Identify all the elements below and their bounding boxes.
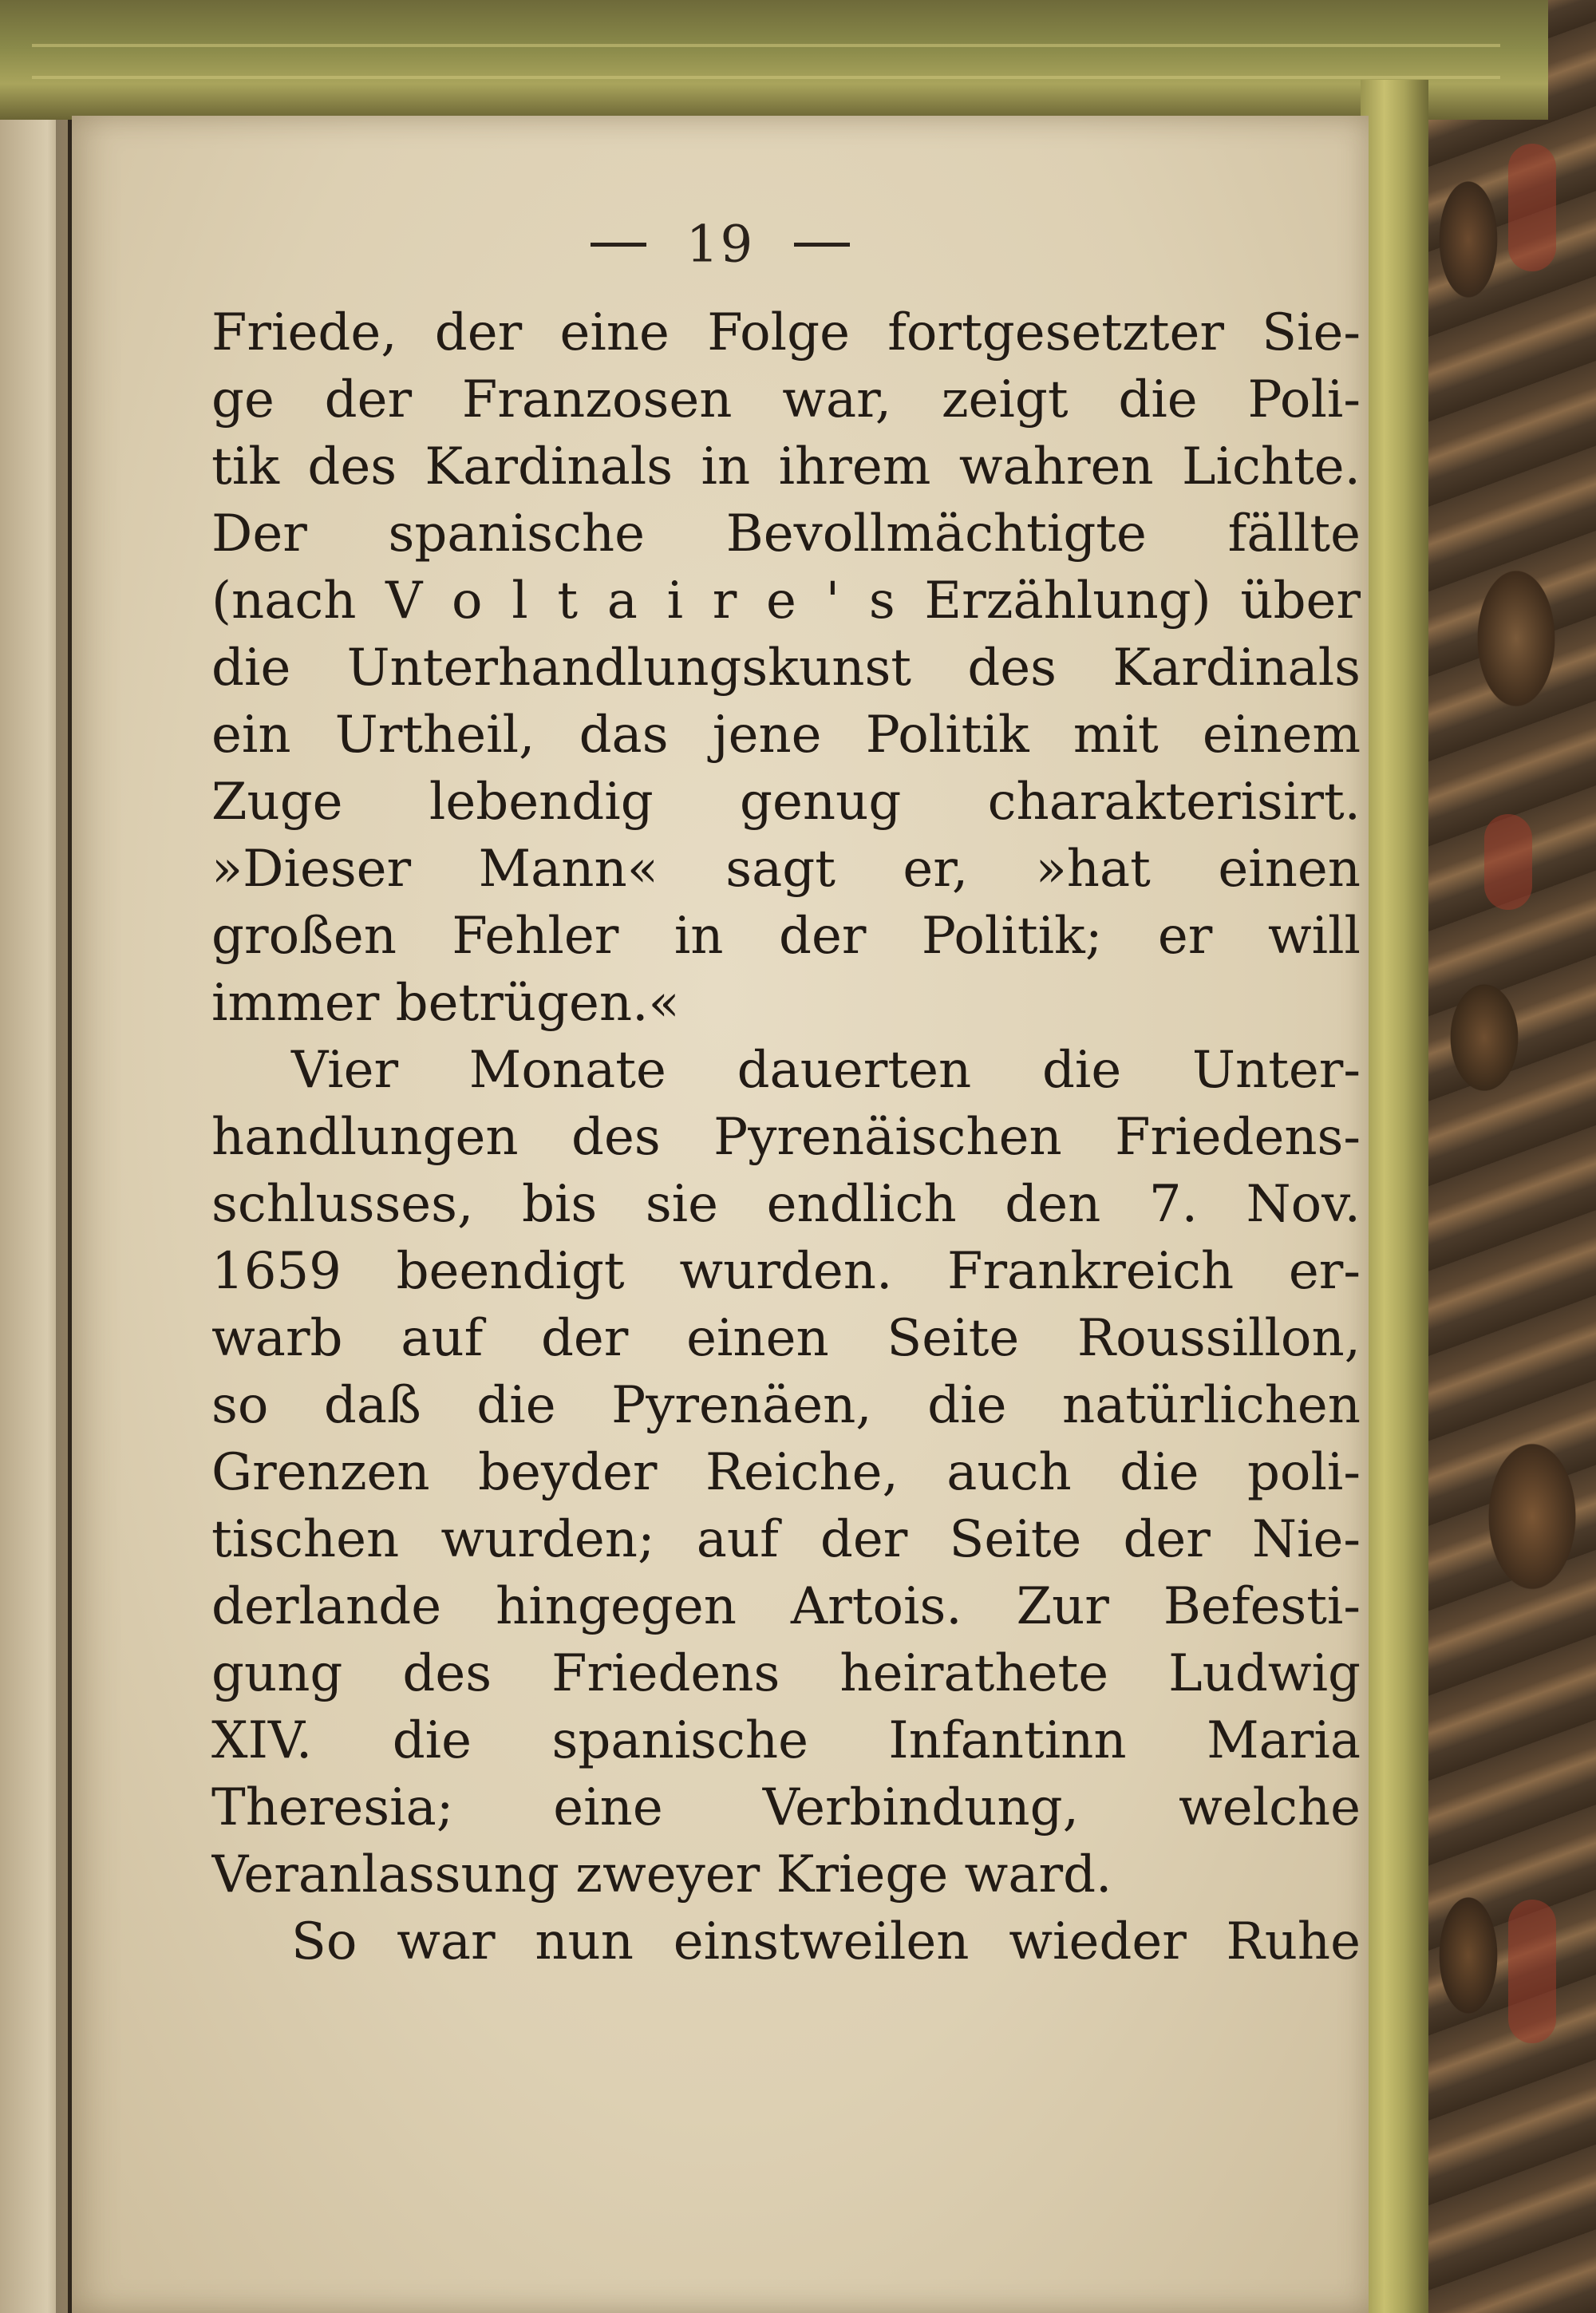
text-line: großen Fehler in der Politik; er will [211,907,1361,966]
text-line: Friede, der eine Folge fortgesetzter Sie- [211,303,1361,362]
text-line: XIV. die spanische Infantinn Maria [211,1711,1361,1770]
page-number [72,212,1369,275]
folio-dash-left [591,243,646,247]
text-line: warb auf der einen Seite Roussillon, [211,1309,1361,1368]
text-line: »Dieser Mann« sagt er, »hat einen [211,840,1361,899]
text-line: ge der Franzosen war, zeigt die Poli- [211,370,1361,429]
text-line: Vier Monate dauerten die Unter- [291,1041,1361,1100]
text-line: so daß die Pyrenäen, die natürlichen [211,1376,1361,1435]
text-line: tischen wurden; auf der Seite der Nie- [211,1510,1361,1569]
text-line: handlungen des Pyrenäischen Friedens- [211,1108,1361,1167]
book-top-edge [0,0,1548,120]
text-line: die Unterhandlungskunst des Kardinals [211,639,1361,698]
text-line: Veranlassung zweyer Kriege ward. [211,1845,1112,1904]
gilded-page-edge [1361,80,1428,2313]
marbled-cover [1420,0,1596,2313]
folio-number: 19 [685,215,755,275]
text-line: Zuge lebendig genug charakterisirt. [211,773,1361,832]
text-line: gung des Friedens heirathete Ludwig [211,1644,1361,1703]
text-line: Der spanische Bevollmächtigte fällte [211,504,1361,563]
text-line: Grenzen beyder Reiche, auch die poli- [211,1443,1361,1502]
text-line: (nach V o l t a i r e ' s Erzählung) über [211,571,1361,631]
book-page [72,116,1369,2313]
text-line: schlusses, bis sie endlich den 7. Nov. [211,1175,1361,1234]
text-line: tik des Kardinals in ihrem wahren Lichte. [211,437,1361,496]
text-line: derlande hingegen Artois. Zur Befesti- [211,1577,1361,1636]
folio-dash-right [794,243,850,247]
text-line: ein Urtheil, das jene Politik mit einem [211,706,1361,765]
text-line: So war nun einstweilen wieder Ruhe [291,1912,1361,1971]
text-line: 1659 beendigt wurden. Frankreich er- [211,1242,1361,1301]
text-line: Theresia; eine Verbindung, welche [211,1778,1361,1837]
text-line: immer betrügen.« [211,974,680,1033]
body-text [211,299,1361,1975]
